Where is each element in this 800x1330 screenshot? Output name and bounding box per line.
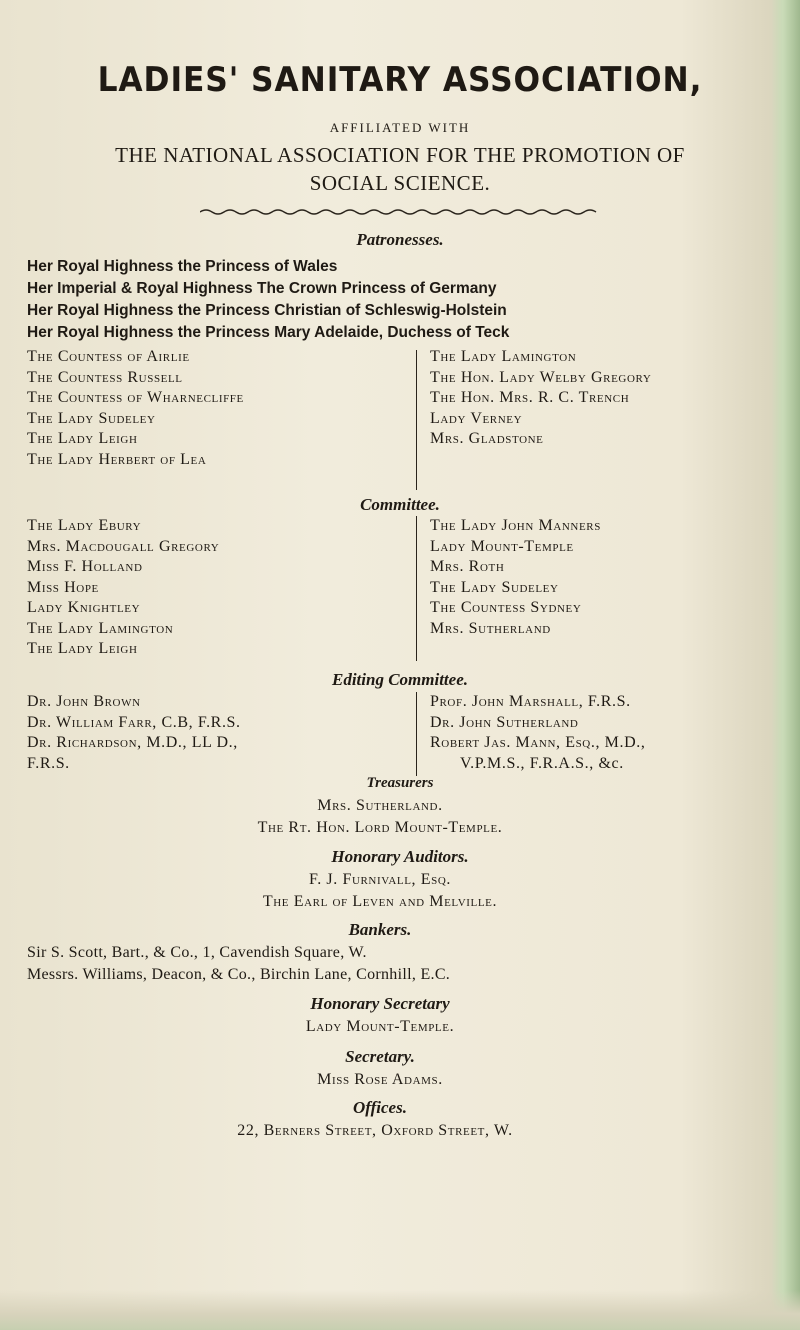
affiliated-line: AFFILIATED WITH	[329, 120, 471, 135]
patroness-name: The Hon. Lady Welby Gregory	[430, 368, 652, 386]
committee-member: Mrs. Macdougall Gregory	[27, 537, 220, 555]
offices-address: 22, Berners Street, Oxford Street, W.	[237, 1122, 513, 1139]
committee-member: Lady Mount-Temple	[430, 537, 574, 555]
committee-right-column	[430, 516, 601, 639]
editing-right-column	[430, 692, 645, 774]
patroness-name: The Lady Sudeley	[27, 409, 156, 427]
association-line-1: THE NATIONAL ASSOCIATION FOR THE PROMOTION OF	[115, 143, 685, 167]
committee-member: The Lady Sudeley	[430, 578, 559, 596]
column-divider	[416, 516, 417, 661]
editing-member: Dr. John Sutherland	[430, 713, 579, 731]
committee-member: The Lady Ebury	[27, 517, 142, 534]
committee-member: Mrs. Sutherland	[430, 619, 551, 637]
banker-line: Messrs. Williams, Deacon, & Co., Birchin Lane, Cornhill, E.C.	[27, 966, 451, 983]
committee-member: Miss F. Holland	[27, 558, 143, 575]
editing-member: Dr. William Farr, C.B, F.R.S.	[27, 713, 241, 731]
editing-left-column	[27, 692, 241, 774]
patronesses-left-column	[27, 347, 244, 470]
treasurer-name: The Rt. Hon. Lord Mount-Temple.	[257, 819, 503, 836]
committee-member: The Countess Sydney	[430, 599, 582, 616]
offices-heading: Offices.	[353, 1098, 407, 1117]
bankers-heading: Bankers.	[348, 920, 412, 939]
honorary-secretary-heading: Honorary Secretary	[310, 994, 450, 1013]
editing-member: F.R.S.	[27, 754, 70, 772]
page-edge-bottom	[0, 1290, 800, 1330]
page-edge-right	[772, 0, 800, 1330]
editing-member: Dr. Richardson, M.D., LL D.,	[27, 734, 238, 751]
patroness-name: Lady Verney	[430, 409, 523, 427]
patroness-name: The Lady Lamington	[430, 348, 577, 365]
wavy-divider	[200, 204, 600, 218]
editing-member: V.P.M.S., F.R.A.S., &c.	[460, 754, 624, 772]
committee-member: Mrs. Roth	[430, 558, 505, 575]
column-divider	[416, 692, 417, 776]
patroness-name: The Lady Herbert of Lea	[27, 450, 207, 468]
royal-patroness: Her Royal Highness the Princess Mary Adelaide, Duchess of Teck	[27, 324, 510, 341]
committee-member: The Lady John Manners	[430, 517, 601, 534]
patronesses-heading: Patronesses.	[356, 230, 444, 249]
committee-heading: Committee.	[360, 495, 440, 514]
secretary-heading: Secretary.	[345, 1047, 415, 1066]
editing-committee-heading: Editing Committee.	[331, 670, 468, 689]
patroness-name: The Countess Russell	[27, 368, 183, 386]
patroness-name: The Lady Leigh	[27, 430, 138, 447]
editing-member: Dr. John Brown	[27, 693, 141, 710]
treasurers-heading: Treasurers	[366, 775, 434, 791]
auditor-name: The Earl of Leven and Melville.	[262, 893, 498, 910]
patroness-name: The Countess of Airlie	[27, 348, 190, 365]
committee-member: The Lady Leigh	[27, 640, 138, 657]
patronesses-right-column	[430, 347, 651, 450]
patroness-name: Mrs. Gladstone	[430, 430, 544, 447]
committee-member: Miss Hope	[27, 578, 99, 596]
royal-patroness: Her Royal Highness the Princess Christian of Schleswig-Holstein	[27, 302, 507, 319]
secretary-name: Miss Rose Adams.	[317, 1071, 443, 1088]
auditor-name: F. J. Furnivall, Esq.	[309, 871, 451, 888]
document-title: LADIES' SANITARY ASSOCIATION,	[97, 60, 703, 100]
royal-patroness: Her Imperial & Royal Highness The Crown Princess of Germany	[27, 280, 497, 297]
patroness-name: The Hon. Mrs. R. C. Trench	[430, 389, 630, 406]
honorary-secretary-name: Lady Mount-Temple.	[305, 1018, 455, 1035]
banker-line: Sir S. Scott, Bart., & Co., 1, Cavendish Square, W.	[27, 944, 367, 961]
patroness-name: The Countess of Wharnecliffe	[27, 389, 244, 406]
royal-patroness: Her Royal Highness the Princess of Wales	[27, 258, 338, 275]
treasurer-name: Mrs. Sutherland.	[317, 797, 443, 814]
auditors-heading: Honorary Auditors.	[331, 847, 469, 866]
committee-left-column	[27, 516, 219, 660]
committee-member: Lady Knightley	[27, 599, 141, 616]
editing-member: Prof. John Marshall, F.R.S.	[430, 693, 631, 710]
column-divider	[416, 350, 417, 490]
committee-member: The Lady Lamington	[27, 619, 174, 637]
editing-member: Robert Jas. Mann, Esq., M.D.,	[430, 734, 646, 751]
association-line-2: SOCIAL SCIENCE.	[309, 171, 491, 195]
